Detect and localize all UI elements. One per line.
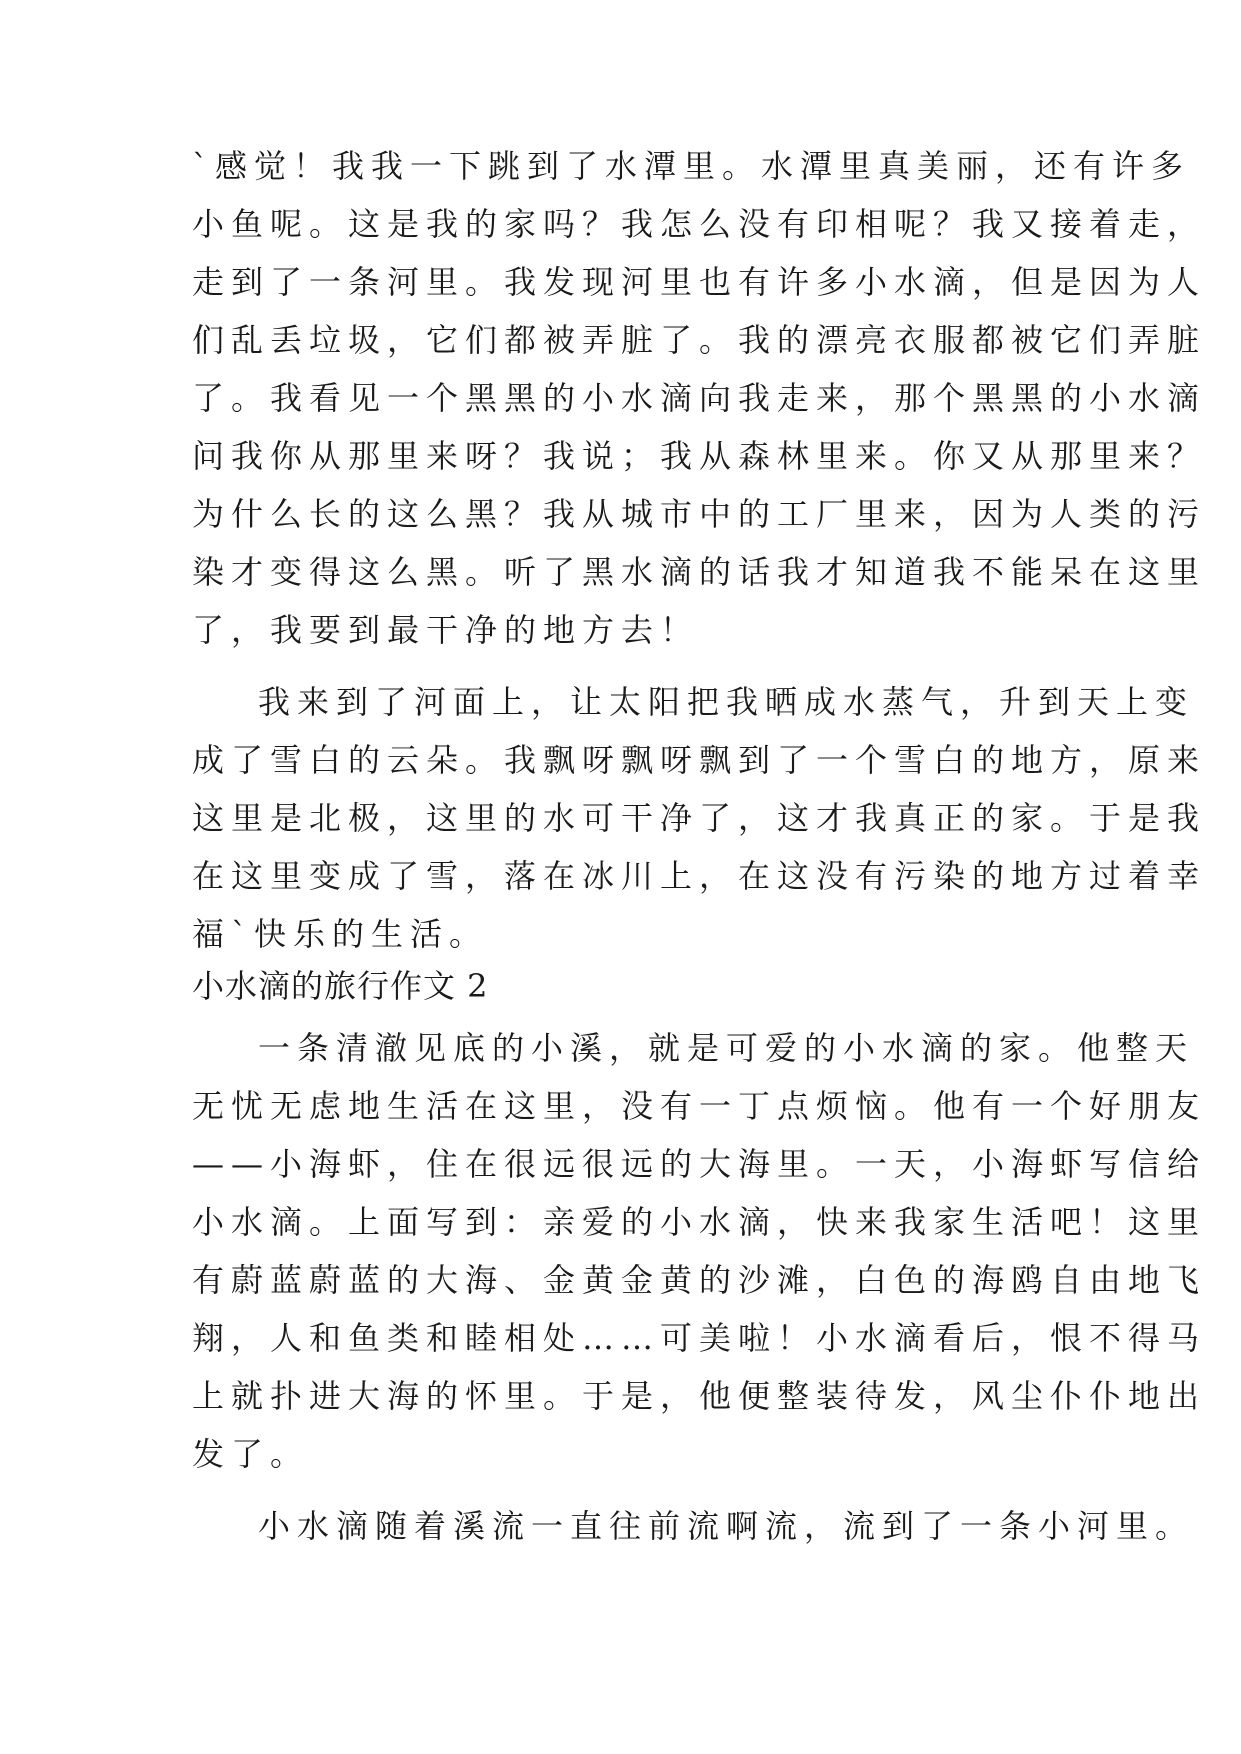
paragraph-first-line: 小水滴随着溪流一直往前流啊流，流到了一条小河里。 <box>258 1507 1195 1545</box>
text-line: 小水滴。上面写到：亲爱的小水滴，快来我家生活吧！这里 <box>192 1203 1207 1241</box>
text-line: 了，我要到最干净的地方去！ <box>192 611 700 649</box>
section-heading: 小水滴的旅行作文 2 <box>192 967 489 1005</box>
text-line: 染才变得这么黑。听了黑水滴的话我才知道我不能呆在这里 <box>192 553 1207 591</box>
text-line: 这里是北极，这里的水可干净了，这才我真正的家。于是我 <box>192 799 1207 837</box>
text-line: 无忧无虑地生活在这里，没有一丁点烦恼。他有一个好朋友 <box>192 1087 1207 1125</box>
paragraph-first-line: 一条清澈见底的小溪，就是可爱的小水滴的家。他整天 <box>258 1029 1195 1067</box>
text-line: 小鱼呢。这是我的家吗？我怎么没有印相呢？我又接着走， <box>192 205 1207 243</box>
text-line: 翔，人和鱼类和睦相处……可美啦！小水滴看后，恨不得马 <box>192 1319 1207 1357</box>
text-line: 在这里变成了雪，落在冰川上，在这没有污染的地方过着幸 <box>192 857 1207 895</box>
text-line: ——小海虾，住在很远很远的大海里。一天，小海虾写信给 <box>192 1145 1207 1183</box>
text-line: `感觉！我我一下跳到了水潭里。水潭里真美丽，还有许多 <box>192 147 1191 185</box>
text-line: 了。我看见一个黑黑的小水滴向我走来，那个黑黑的小水滴 <box>192 379 1207 417</box>
text-line: 们乱丢垃圾，它们都被弄脏了。我的漂亮衣服都被它们弄脏 <box>192 321 1207 359</box>
text-line: 福`快乐的生活。 <box>192 915 489 953</box>
text-line: 问我你从那里来呀？我说；我从森林里来。你又从那里来？ <box>192 437 1207 475</box>
paragraph-first-line: 我来到了河面上，让太阳把我晒成水蒸气，升到天上变 <box>258 683 1195 721</box>
text-line: 为什么长的这么黑？我从城市中的工厂里来，因为人类的污 <box>192 495 1207 533</box>
text-line: 有蔚蓝蔚蓝的大海、金黄金黄的沙滩，白色的海鸥自由地飞 <box>192 1261 1207 1299</box>
text-line: 走到了一条河里。我发现河里也有许多小水滴，但是因为人 <box>192 263 1207 301</box>
text-line: 发了。 <box>192 1435 310 1473</box>
text-line: 成了雪白的云朵。我飘呀飘呀飘到了一个雪白的地方，原来 <box>192 741 1207 779</box>
text-line: 上就扑进大海的怀里。于是，他便整装待发，风尘仆仆地出 <box>192 1377 1207 1415</box>
